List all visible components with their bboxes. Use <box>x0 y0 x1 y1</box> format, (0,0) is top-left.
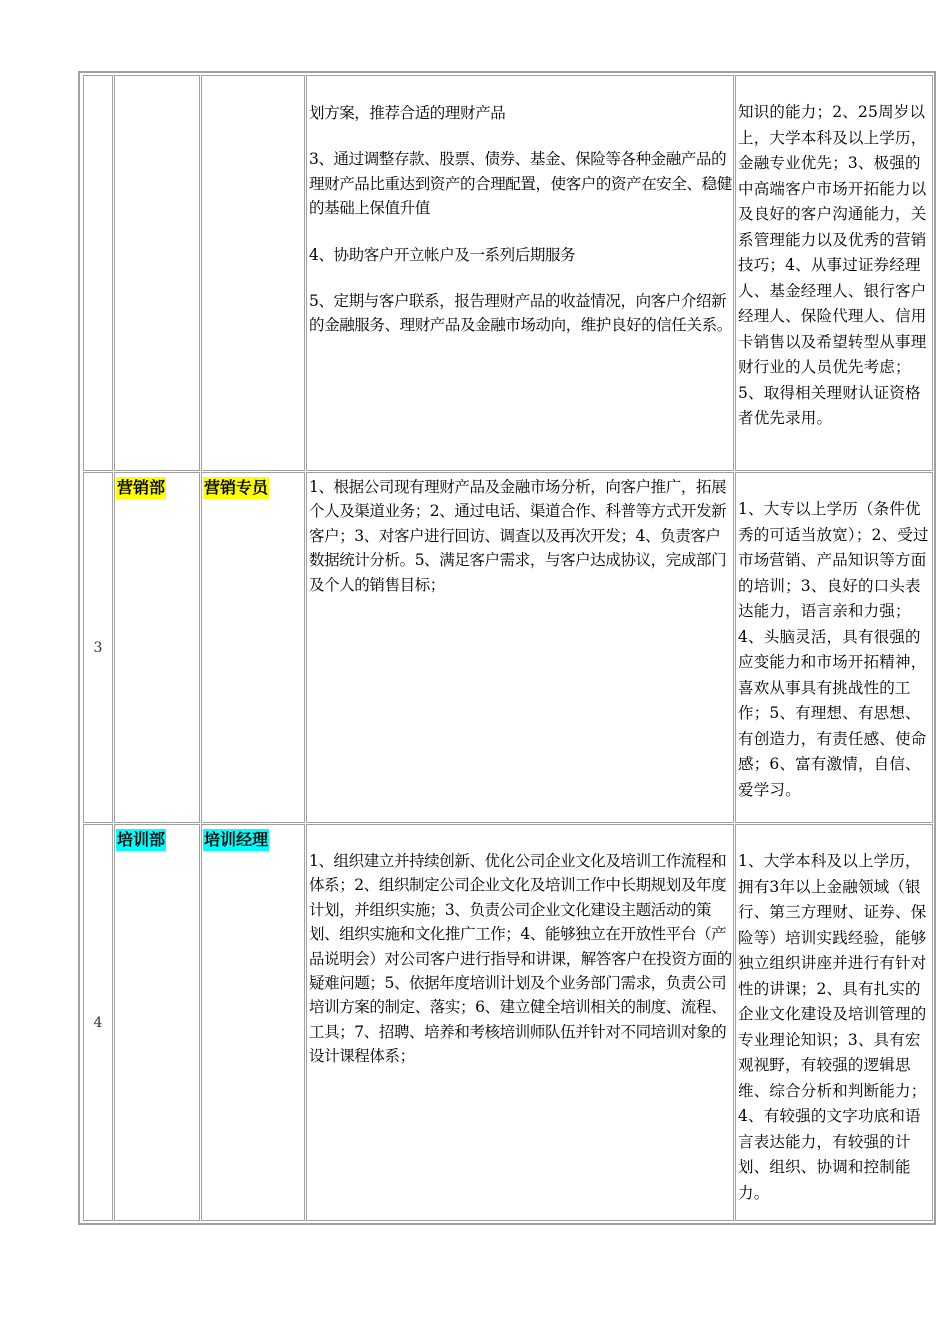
duty-paragraph: 5、定期与客户联系，报告理财产品的收益情况，向客户介绍新的金融服务、理财产品及金融市场动向，维护良好的信任关系。 <box>309 292 732 335</box>
duties-cell <box>306 472 734 823</box>
requirements-text: 1、大学本科及以上学历， 拥有3年以上金融领域（银行、第三方理财、证券、保险等）培训实践经验，能够独立组织讲座并进行有针对性的讲课；2、具有扎实的企业文化建设及培训管理的专业理论知识；3、具有宏观视野，有较强的逻辑思维、综合分析和判断能力；4、有较强的文字功底和语言表达能力，有较强的计划、组织、协调和控制能力。 <box>738 852 927 1202</box>
position-cell <box>201 472 305 823</box>
requirements-text: 知识的能力；2、25周岁以上，大学本科及以上学历，金融专业优先；3、极强的中高端客户市场开拓能力以及良好的客户沟通能力，关系管理能力以及优秀的营销技巧；4、从事过证券经理人、基金经理人、银行客户经理人、保险代理人、信用卡销售以及希望转型从事理财行业的人员优先考虑；5、取得相关理财认证资格者优先录用。 <box>738 103 927 427</box>
row-number: 3 <box>83 472 113 823</box>
duty-paragraph: 3、通过调整存款、股票、债券、基金、保险等各种金融产品的理财产品比重达到资产的合理配置，使客户的资产在安全、稳健的基础上保值升值 <box>309 150 732 218</box>
table-row <box>83 824 931 1221</box>
duty-paragraph: 1、根据公司现有理财产品及金融市场分析，向客户推广，拓展个人及渠道业务；2、通过电话、渠道合作、科普等方式开发新客户；3、对客户进行回访、调查以及再次开发；4、负责客户数据统计分析。5、满足客户需求，与客户达成协议，完成部门及个人的销售目标； <box>309 478 727 594</box>
duty-paragraph: 划方案，推荐合适的理财产品 <box>309 104 506 122</box>
requirements-cell <box>735 472 933 823</box>
requirements-text: 1、大专以上学历（条件优秀的可适当放宽）；2、受过市场营销、产品知识等方面的培训；3、良好的口头表达能力，语言亲和力强；4、头脑灵活，具有很强的应变能力和市场开拓精神，喜欢从事具有挑战性的工作；5、有理想、有思想、有创造力，有责任感、使命感；6、富有激情，自信、爱学习。 <box>738 500 929 799</box>
position-cell <box>201 824 305 1221</box>
position-cell <box>201 75 305 471</box>
department-label: 培训部 <box>117 830 166 849</box>
duty-paragraph: 1、组织建立并持续创新、优化公司企业文化及培训工作流程和体系；2、组织制定公司企业文化及培训工作中长期规划及年度计划，并组织实施；3、负责公司企业文化建设主题活动的策划、组织实施和文化推广工作；4、能够独立在开放性平台（产品说明会）对公司客户进行指导和讲课，解答客户在投资方面的疑难问题；5、依据年度培训计划及个业务部门需求，负责公司培训方案的制定、落实；6、建立健全培训相关的制度、流程、工具；7、招聘、培养和考核培训师队伍并针对不同培训对象的设计课程体系； <box>309 852 732 1066</box>
table-row <box>83 472 931 823</box>
row-number: 4 <box>83 824 113 1221</box>
duty-paragraph: 4、协助客户开立帐户及一系列后期服务 <box>309 245 576 264</box>
requirements-cell <box>735 75 933 471</box>
position-label: 培训经理 <box>204 830 269 849</box>
department-cell <box>114 75 200 471</box>
job-table <box>78 71 936 1225</box>
department-cell <box>114 824 200 1221</box>
table-row <box>83 75 931 471</box>
row-number <box>83 75 113 471</box>
duties-cell <box>306 824 734 1221</box>
duties-cell <box>306 75 734 471</box>
requirements-cell <box>735 824 933 1221</box>
department-cell <box>114 472 200 823</box>
department-label: 营销部 <box>117 478 166 497</box>
position-label: 营销专员 <box>204 478 269 497</box>
